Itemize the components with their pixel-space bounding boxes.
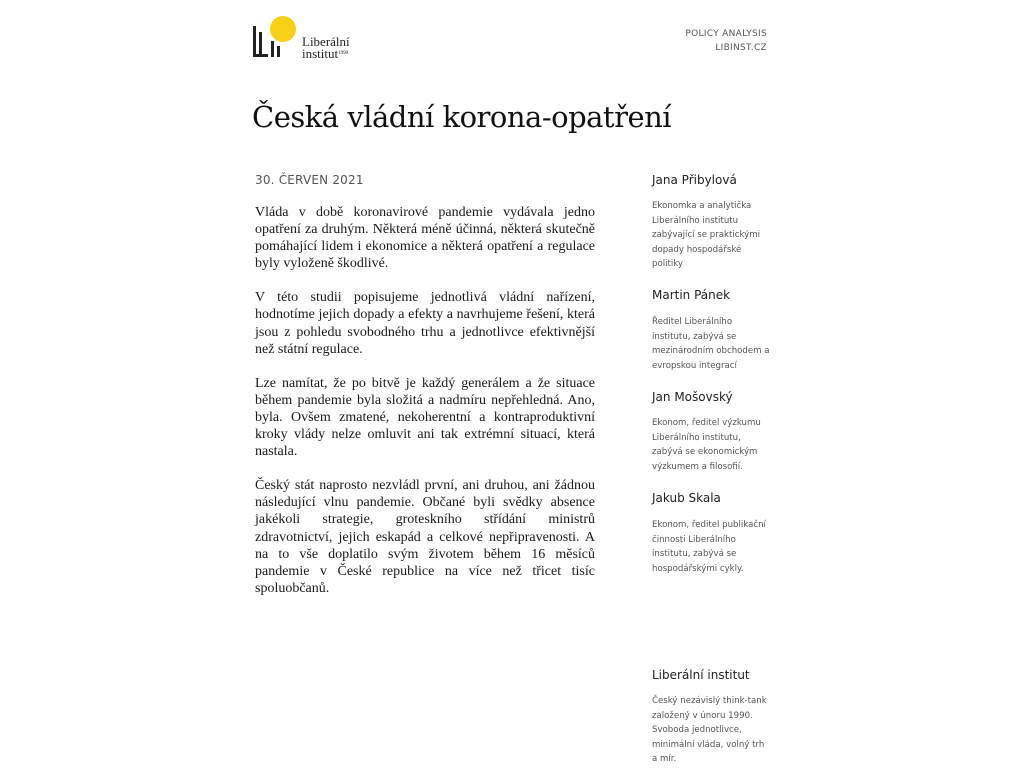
paragraph-2: V této studii popisujeme jednotlivá vládní nařízení, hodnotíme jejich dopady a efekty a navrhujeme řešení, která jsou z pohledu svobodného trhu a jednotlivce efektivnější než státní regulace.: [255, 290, 595, 357]
header-site-link[interactable]: LIBINST.CZ: [715, 43, 767, 53]
author-name: Jakub Skala: [652, 491, 721, 505]
article-body: [255, 204, 595, 614]
liberalni-institut-logo: [252, 12, 372, 60]
author-description: Ředitel Liberálního institutu, zabývá se mezinárodním obchodem a evropskou integrací: [652, 317, 770, 371]
logo-year: 1990: [338, 51, 349, 56]
author-name: Jana Přibylová: [652, 173, 737, 187]
paragraph-4: Český stát naprosto nezvládl první, ani druhou, ani žádnou následující vlnu pandemie. Občané byli svědky absence jakékoli strategie, groteskního střídání ministrů zdravotnictví, jejich eskapád a celkové nepřipravenosti. A na to vše doplatilo svým životem během 16 měsíců pandemie v České republice na více než třicet tisíc spoluobčanů.: [255, 478, 595, 596]
author-description: Ekonomka a analytička Liberálního institutu zabývající se praktickými dopady hospodářské politiky: [652, 201, 761, 269]
about-institute-description: Český nezávislý think-tank založený v únoru 1990. Svoboda jednotlivce, minimální vláda, volný trh a mír.: [652, 696, 767, 764]
logo-line-1: Liberální: [302, 34, 350, 49]
header-category: POLICY ANALYSIS: [685, 29, 767, 39]
paragraph-3: Lze namítat, že po bitvě je každý generálem a že situace během pandemie byla složitá a nadmíru nepřehledná. Ano, byla. Ovšem zmatené, nekoherentní a kontraproduktivní kroky vlády nelze omluvit ani tak extrémní situací, která nastala.: [255, 375, 595, 460]
page-title: Česká vládní korona-opatření: [252, 100, 672, 134]
header-meta: [685, 27, 767, 55]
author-name: Jan Mošovský: [652, 390, 733, 404]
logo-mark-icon: [252, 12, 300, 60]
author-description: Ekonom, ředitel výzkumu Liberálního institutu, zabývá se ekonomickým výzkumem a filosofií.: [652, 418, 761, 472]
author-name: Martin Pánek: [652, 288, 731, 302]
about-institute-heading: Liberální institut: [652, 668, 750, 682]
logo-line-2: institut$^{1990}$: [302, 46, 349, 61]
paragraph-1: Vláda v době koronavirové pandemie vydávala jedno opatření za druhým. Některá méně účinná, některá skutečně pomáhající lidem i ekonomice a některá opatření a regulace byly vyloženě škodlivé.: [255, 205, 595, 272]
author-description: Ekonom, ředitel publikační činnosti Liberálního institutu, zabývá se hospodářskými cykly.: [652, 520, 766, 574]
logo-wordmark: [302, 36, 350, 60]
publication-date: 30. ČERVEN 2021: [255, 173, 364, 187]
